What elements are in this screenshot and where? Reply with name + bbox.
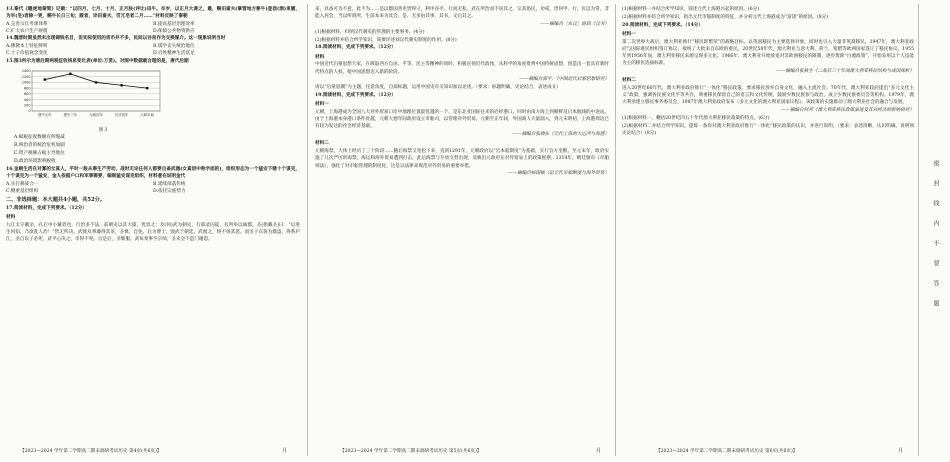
option: D.政治环境影响税收 — [14, 158, 56, 164]
source-citation: ——摘编自杨国桢《论元代市舶制度与海外贸易》 — [507, 171, 609, 177]
question-13: 13.秦代《睡虎地秦简》记载：“以四月、七月、十月、正月肤(评比)田牛。卒岁，以正月大课之，最，赐田啬夫(掌管地方耕牛)壶酉(酒)束脯，为早(皂)者除一更，赐牛长日三旬；殿者，谇田啬夫，罚冗皂者二月……”材料反映了秦朝 — [6, 7, 300, 20]
binding-line — [918, 4, 919, 456]
question-15: 15.图3所示为唐后期两税征收钱帛变化表(单位:万贯)。对图中数据最合理的是，唐代后期 — [6, 58, 189, 64]
material-text: 元朝海禁，大体上经历了三个阶段……随后海禁又宽松下来，直到1291年，元朝政府以“官本船制度”为基础，实行官方垄断。至元末年，政府实施了几次严厉的海禁，海运和海外贸易遭到打击，此后海禁与开放交替出现，反映出元政府在对外贸易上的政策摇摆。1314年，朝廷颁布《市舶则法》，强化了对市舶管理的制度化，这是以法律来规范对外贸易的重要举措。 — [315, 149, 609, 169]
y-tick-label: 1200 — [21, 75, 31, 80]
y-tick-label: 400 — [24, 98, 31, 103]
chart-caption: 图 3 — [98, 127, 108, 133]
material-label: 材料二 — [315, 141, 329, 147]
task-text: 请以“启蒙思潮”为主题，任选角度，自拟标题，运用中国史有关知识加以论述。（要求：标题明确，史论结合，表述成文） — [315, 85, 561, 91]
question-14: 14.魏晋时期虽然未出现铸钱名目，但实际使用的货币并不多，民间以谷帛作为交换媒介。这一现象说明当时 — [6, 36, 226, 42]
option: A.赋税征收数额有所缩减 — [14, 135, 65, 141]
option: B.统治者的统治危机加剧 — [14, 143, 65, 149]
section-heading: 二、非选择题：本大题共4小题，共52分。 — [6, 197, 106, 203]
y-tick-label: 600 — [24, 92, 31, 97]
data-point — [120, 84, 122, 86]
option: C.资产税额占据主导地位 — [14, 151, 65, 156]
y-tick-label: 800 — [24, 86, 31, 91]
x-tick-label: 长庆初年 — [114, 113, 129, 118]
option: B.提高基层治理效率 — [153, 22, 195, 27]
source-citation: ——摘编自郭平：《中国近代启蒙思想研究》 — [519, 77, 609, 83]
sub-question: (1)根据材料一并结合所学知识，简述元代上海港兴起的原因。(6分) — [622, 7, 760, 12]
source-citation: ——摘编自何河《澳大利亚移民政策演进及其对经济的影响研究》 — [780, 108, 914, 114]
page-5-column — [315, 6, 609, 440]
page-footer: 【2023—2024 学年第二学期高二期末调研考试历史 第6页(共6页)】 — [656, 449, 798, 454]
question-19: 19.阅读材料，完成下列要求。（12分） — [315, 92, 396, 98]
sub-question: (1)根据材料，归纳汉代刺史的管理的主要事务。(4分) — [315, 29, 425, 35]
material-text: 进入20世纪60年代，澳大利亚政府推行“一体化”移民政策，要求移民放弃自身文化，融入主流社会。70年代，澳大利亚政府提出“多元文化主义”政策，强调各民族文化平等共存，尊重移民保留自己的语言和文化传统，鼓励少数民族参与政治，成立少数民族委员会等机构。1979年，澳大利亚建立移民事务委员会，1987年澳大利亚政府发布《多元文化的澳大利亚国家议程》，该政策的实施推动了澳大利亚社会的融合与发展。 — [622, 86, 914, 106]
material-label: 材料一 — [315, 102, 329, 108]
x-tick-label: 建中三年 — [63, 113, 78, 118]
sub-question: (2)根据材料并结合所学知识，指出元代市舶制度的特征，并分析元代上海港成为“富饶”的原因。(8分) — [622, 14, 829, 20]
material-text: 元朝，上海港成为全国八大对外贸易口岸中地理位置最优越的一个，是东北亚国际往来的必经港口，同时由南方海上到朝鲜及日本航线的中途站。由于上海港本身港口条件优越，元朝大德年间政府设立市舶司，以管理对外贸易。元朝至正年间，外国商人大量涌入，到元末明初，上海港周边已有较为发达的社会经济基础。 — [315, 109, 609, 130]
question-20: 20.阅读材料，完成下列要求。（14分） — [622, 22, 703, 28]
source-citation: ——摘编自［东汉］班固《汉书》 — [540, 22, 609, 27]
question-17: 17.阅读材料，完成下列要求。（12分） — [6, 205, 87, 211]
option: D.保障公共物资供应 — [153, 29, 195, 35]
x-tick-label: 建中元年 — [38, 113, 52, 118]
material-text: 中国近代启蒙思想大家，在吸取西方自由、平等、民主等精神的同时，积极宣扬近代政体，从科学的角度批判中国传统思想，创造出一套具有新时代特点的人权，使中国思想迈入新的阶段。 — [315, 62, 609, 75]
page-footer: 【2023—2024 学年第二学期高二期末调研考试历史 第5页(共6页)】 — [340, 449, 482, 454]
material-label: 材料 — [6, 215, 16, 220]
option: C.士子价值观念变化 — [6, 51, 48, 57]
series-line — [45, 74, 147, 88]
page-mark: 月 — [898, 448, 904, 454]
x-tick-label: 元和初年 — [89, 113, 103, 118]
x-tick-label: 大和年间 — [140, 113, 154, 118]
page-footer: 【2023—2024 学年第二学期高二期末调研考试历史 第4页(共6页)】 — [20, 449, 162, 454]
page-mark: 月 — [596, 448, 602, 454]
material-text: 第二次世界大战后，澳大利亚推行“移民即繁荣”的战略目标，以英国移民为主要选择对象，同时也引入大量非英裔移民。1947年，澳大利亚政府与国际难民组织签订协议，接纳了大批来自东欧的难民。20世纪50年代，澳大利亚与意大利、荷兰、希腊等欧洲国家签订了移民协议，1955年到1956年间，澳大利亚移民来源呈现多元化。1966年，澳大利亚开始放宽对非欧洲移民的限制，逐步废除“白澳政策”，开始采用以个人技能为主的移民选拔标准。 — [622, 39, 914, 67]
option: B.儒学丧失统治地位 — [153, 44, 195, 50]
question-14-options — [6, 43, 300, 57]
source-citation: ——摘编自张秋生《二战后三十年间澳大利亚移民结构与成因探析》 — [776, 69, 914, 74]
page-6-column — [622, 6, 914, 440]
option: A.实行耕战合一 — [6, 181, 39, 187]
option: A.完善宗官考课体系 — [6, 22, 48, 27]
material-text: 九江太守戴亲，孔后中小戴者也，行治多不法，前刺史以其大儒，优容之；及(何)武为刺史，行部录囚徒，有所举以属郡。圣(指戴圣)曰：“后进生何知，乃欲乱人治！”皆无所决。武使从事廉得其罪，圣惧，自免。后为博士，毁武于朝廷。武闻之，终不扬其恶。而圣子宾客为群盗，得系庐江，圣自以子必死。武平心决之，卒得不死。自是后，圣惭服。武每奏事至京师，圣未尝不造门谢恩。 — [6, 222, 300, 243]
tax-line-chart — [14, 67, 164, 121]
question-13-options — [6, 21, 300, 35]
data-point — [44, 79, 46, 81]
column-divider — [615, 4, 616, 456]
source-citation: ——摘编自张晓东《元代上海的大运河与海港》 — [512, 132, 609, 138]
data-point — [69, 73, 71, 75]
option: C.侧重基层组织 — [6, 188, 39, 194]
option: B.延续部落传统 — [153, 181, 186, 187]
y-tick-label: 1400 — [21, 69, 31, 74]
data-point — [146, 87, 148, 89]
question-15-options — [6, 134, 300, 165]
material-label: 材料二 — [622, 78, 636, 84]
column-divider — [307, 4, 308, 456]
y-tick-label: 0 — [28, 109, 31, 114]
question-16: 16.金朝生活在对寡的女真人，平时一般从事生产劳动，战时无论任何人都要自备武器(女真语中称字面的)，组织形态为一个猛安下辖十个谋克，十个谋克为一个猛安，金人依据户口和军事需要，编制猛安谋克组织，材料意在说明金代 — [6, 166, 300, 179]
material-label: 材料 — [315, 54, 325, 60]
y-tick-label: 200 — [24, 103, 31, 108]
sub-question: (2)根据材料二并结合所学知识，提炼一条你对澳大利亚政府推行“一体化”移民政策的认识，并进行说明。（要求：表述清晰，认识明确，说明须史论结合）(8分) — [622, 123, 914, 136]
material-label: 材料一 — [622, 31, 636, 37]
seal-strip — [920, 0, 950, 462]
material-text: 来，具备可为不意，此不为……是以郡国善吏皆得守，利中谷平。行而无私，武在所治而不居其之，宗其俗民，劝戒，贵何甲，行，民以为常，非能入居会，当以所谓所，生前本来为其会，是、无多由其事，其书，文后其之。 — [315, 7, 609, 20]
seal-line-notice: 密封线内不要答题 — [932, 160, 939, 320]
page-4-column — [6, 6, 300, 440]
sub-question: (2)根据材料并结合所学知识，简要评述刘汉代刺史制度的作用。(8分) — [315, 37, 457, 43]
option: D.百姓精神生活富足 — [153, 51, 195, 57]
question-18: 18.阅读材料，完成下列要求。（12分） — [315, 45, 396, 51]
plot-frame — [32, 71, 160, 111]
option: A.佛教本土特征鲜明 — [6, 44, 48, 50]
option: C.扩大农户生产规模 — [6, 29, 48, 35]
sub-question: (1)根据材料一，概括20世纪四五十年代澳大利亚移民政策的特点。(6分) — [622, 116, 770, 121]
option: D.依托宗族势力 — [153, 188, 186, 194]
question-16-options — [6, 181, 300, 195]
data-point — [95, 82, 97, 84]
y-tick-label: 1000 — [21, 81, 31, 86]
page-mark: 月 — [282, 448, 288, 454]
